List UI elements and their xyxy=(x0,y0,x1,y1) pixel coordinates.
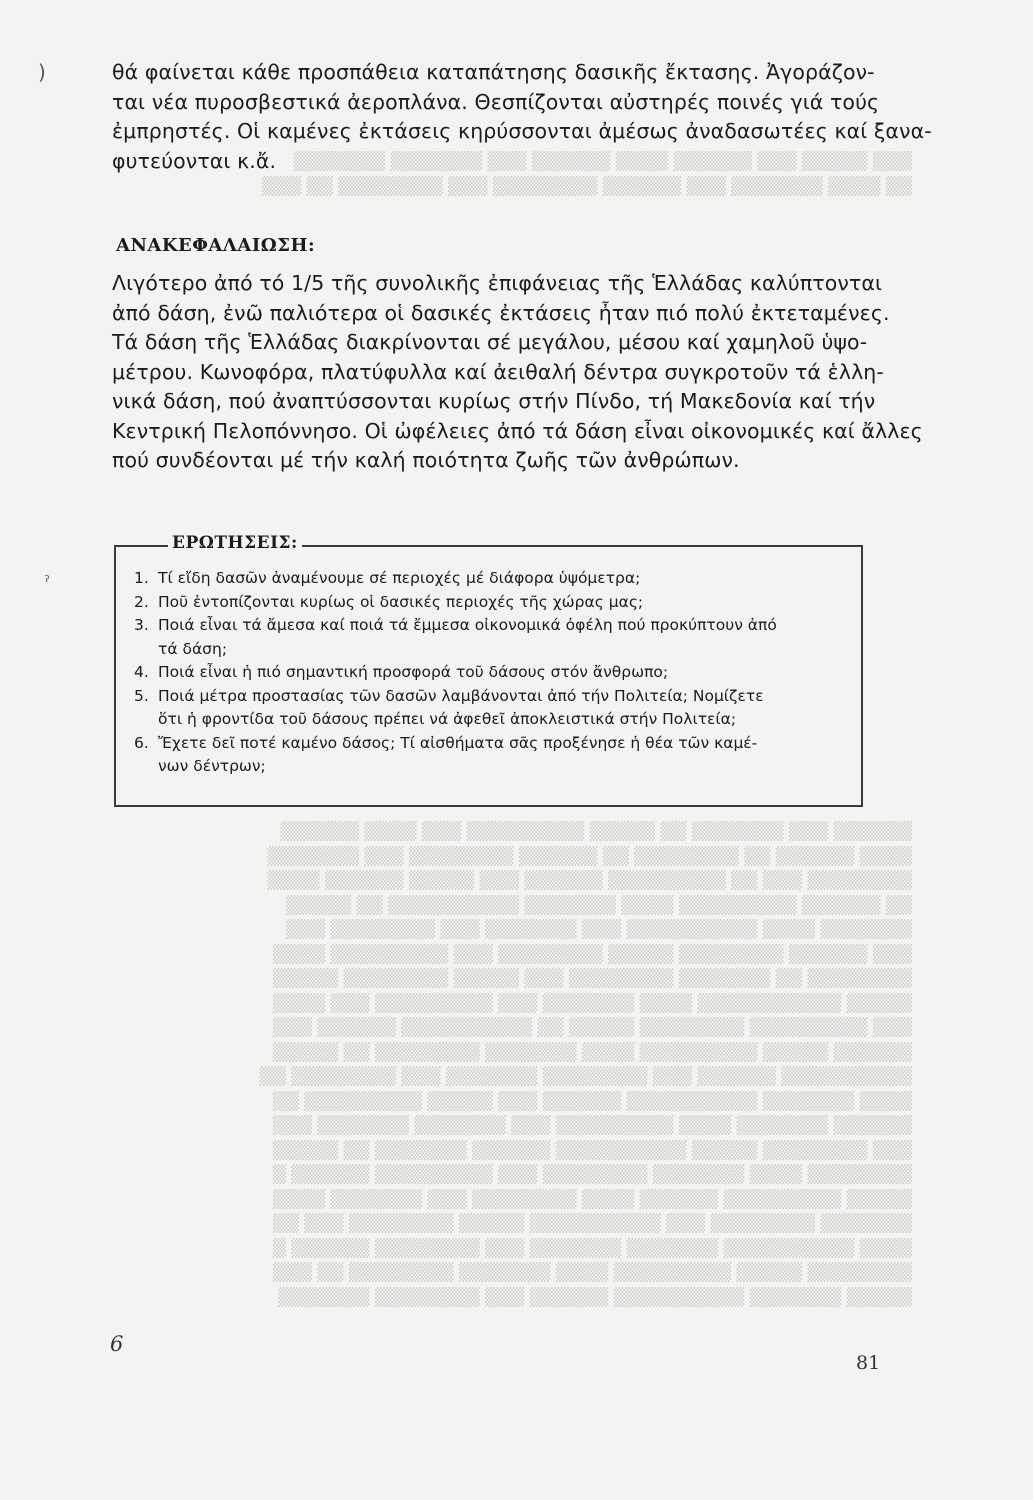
question-number: 5. xyxy=(134,686,149,705)
intro-line: φυτεύονται κ.ἄ. xyxy=(112,148,277,173)
summary-heading: ΑΝΑΚΕΦΑΛΑΙΩΣΗ: xyxy=(116,235,316,256)
summary-line: μέτρου. Κωνοφόρα, πλατύφυλλα καί ἀειθαλή δέντρα συγκροτοῦν τά ἑλλη- xyxy=(112,359,884,384)
questions-box xyxy=(114,533,863,807)
question-item xyxy=(134,614,856,661)
summary-line: Τά δάση τῆς Ἑλλάδας διακρίνονται σέ μεγάλου, μέσου καί χαμηλοῦ ὑψο- xyxy=(112,330,868,354)
page-number-right: 81 xyxy=(856,1352,881,1374)
question-text: Ποιά μέτρα προστασίας τῶν δασῶν λαμβάνονται ἀπό τήν Πολιτεία; Νομίζετε xyxy=(158,686,764,705)
summary-line: νικά δάση, πού ἀναπτύσσονται κυρίως στήν Πίνδο, τή Μακεδονία καί τήν xyxy=(112,389,876,413)
intro-paragraph xyxy=(112,58,932,176)
intro-line: ται νέα πυροσβεστικά ἀεροπλάνα. Θεσπίζονται αὐστηρές ποινές γιά τούς xyxy=(112,89,880,114)
bleed-through-text: ▒▒▒ ▒▒▒▒▒ ▒▒▒ ▒▒▒▒▒▒ ▒▒▒▒ ▒▒▒▒▒▒ ▒▒▒ ▒▒▒▒▒▒▒ ▒▒▒▒▒▒▒ ▒▒ ▒▒▒▒ ▒▒▒▒▒▒▒ ▒▒▒ ▒▒▒▒▒▒ ▒▒▒▒▒▒▒▒ ▒▒▒ ▒▒▒▒▒▒▒▒ ▒▒ ▒▒▒ xyxy=(261,152,912,197)
question-number: 3. xyxy=(134,616,149,634)
question-number: 2. xyxy=(134,592,149,611)
margin-pen-mark: ) xyxy=(38,60,46,84)
summary-line: πού συνδέονται μέ τήν καλή ποιότητα ζωῆς τῶν ἀνθρώπων. xyxy=(112,448,740,472)
question-text: νων δέντρων; xyxy=(158,757,266,775)
margin-pen-mark: ˀ xyxy=(44,572,50,591)
question-text: Ποιά εἶναι τά ἄμεσα καί ποιά τά ἔμμεσα οἰκονομικά ὀφέλη πού προκύπτουν ἀπό xyxy=(158,616,777,634)
intro-line: ἐμπρηστές. Οἱ καμένες ἐκτάσεις κηρύσσονται ἀμέσως ἀναδασωτέες καί ξανα- xyxy=(112,119,932,143)
question-list xyxy=(134,567,856,779)
summary-line: ἀπό δάση, ἐνῶ παλιότερα οἱ δασικές ἐκτάσεις ἦταν πιό πολύ ἐκτεταμένες. xyxy=(112,300,890,325)
question-item xyxy=(134,732,856,779)
question-item xyxy=(134,591,856,615)
question-item xyxy=(134,661,856,685)
question-number: 1. xyxy=(134,569,149,587)
question-number: 6. xyxy=(134,733,149,752)
intro-line: θά φαίνεται κάθε προσπάθεια καταπάτησης δασικῆς ἔκτασης. Ἀγοράζον- xyxy=(112,60,875,84)
question-text: ὅτι ἡ φροντίδα τοῦ δάσους πρέπει νά ἀφεθεῖ ἀποκλειστικά στήν Πολιτεία; xyxy=(158,710,737,728)
bleed-through-text: ▒▒▒▒▒▒ ▒▒▒ ▒▒▒▒▒▒▒ ▒▒ ▒▒▒▒▒ ▒▒▒▒▒▒▒▒▒ ▒▒▒ ▒▒▒▒ ▒▒▒▒▒▒ ▒▒▒▒ ▒▒▒▒▒▒ ▒▒ ▒▒▒▒▒▒▒▒ ▒▒ ▒▒▒▒▒▒ ▒▒▒▒▒▒▒▒ ▒▒▒ ▒▒▒▒▒▒▒ ▒▒▒▒▒▒▒▒ ▒▒▒ ▒▒ ▒▒▒▒▒▒▒▒▒ ▒▒▒▒▒▒ ▒▒▒ ▒▒▒▒▒ ▒▒▒▒▒▒ ▒▒▒▒ ▒▒ ▒▒▒▒▒▒ ▒▒▒▒▒▒▒▒▒ ▒▒▒▒ ▒▒▒▒▒▒▒ ▒▒▒▒▒▒▒▒▒▒ ▒▒ ▒▒▒▒▒ ▒▒▒▒▒▒▒ ▒▒▒▒ ▒▒▒▒▒▒▒▒▒▒ ▒▒▒ ▒▒▒▒▒▒▒ ▒▒▒ ▒▒▒▒▒▒▒▒ ▒▒▒ ▒▒▒ ▒▒▒▒▒▒ ▒▒▒▒▒▒▒▒ ▒▒▒▒▒ ▒▒▒▒▒▒▒▒ ▒▒▒ ▒▒▒▒▒▒▒▒▒ ▒▒▒▒ ▒▒▒▒▒▒▒▒ ▒▒ ▒▒▒▒▒▒▒ ▒▒▒▒▒▒▒▒ ▒▒▒ ▒▒▒▒▒ ▒▒▒▒▒▒▒▒ ▒▒▒▒▒ ▒▒▒▒▒ ▒▒▒▒▒▒▒▒▒▒▒ ▒▒▒▒ ▒▒▒▒▒▒▒ ▒▒▒ ▒▒▒▒▒▒▒▒▒ ▒▒▒ ▒▒▒▒ ▒▒▒ ▒▒▒▒▒▒▒▒▒ ▒▒▒▒▒▒▒▒ ▒▒▒▒▒ ▒▒ ▒▒▒▒▒▒▒▒▒▒ ▒▒▒▒▒▒ ▒▒▒ ▒▒▒▒▒▒ ▒▒▒▒▒ ▒▒▒▒▒▒▒▒▒ ▒▒▒▒ ▒▒▒▒▒▒▒ ▒▒▒▒▒▒▒▒ ▒▒ ▒▒▒▒▒ ▒▒▒▒▒▒▒▒▒▒ ▒▒▒▒▒▒ ▒▒▒ ▒▒▒▒▒▒▒▒ ▒▒▒▒▒▒▒ ▒▒▒ ▒▒▒▒▒▒▒▒ ▒▒ ▒▒▒▒ ▒▒▒▒▒▒▒ ▒▒▒▒▒▒▒▒▒▒ ▒▒▒▒▒▒ ▒▒▒ ▒▒▒▒▒ ▒▒▒▒▒▒▒▒▒ ▒▒ ▒▒▒▒▒▒ ▒▒▒▒▒▒▒ ▒▒▒▒ ▒▒▒▒▒▒▒▒▒ ▒▒▒ ▒▒▒▒▒▒▒ ▒▒▒▒▒▒▒ ▒▒▒ ▒▒▒ ▒▒▒▒▒▒▒▒ ▒▒▒▒▒ ▒▒▒▒▒▒▒▒▒▒ ▒▒▒▒▒▒ ▒▒▒▒▒▒▒ ▒▒ ▒▒▒▒▒ ▒▒▒▒▒▒▒▒ ▒▒▒▒ ▒▒▒▒▒▒▒ ▒▒▒▒▒▒▒▒ ▒▒▒ ▒▒▒▒▒▒▒▒▒ ▒▒▒▒▒▒ ▒ ▒▒▒▒▒ ▒▒▒▒▒▒▒▒▒ ▒▒▒▒▒▒ ▒▒▒▒ ▒▒▒▒▒▒▒▒ ▒▒▒ ▒▒▒▒▒▒▒ ▒▒▒▒ ▒▒▒▒▒▒▒ ▒▒▒▒▒▒▒▒ ▒▒▒ ▒▒▒▒▒▒▒▒▒▒ ▒▒▒▒▒ ▒▒▒▒▒▒▒▒ ▒▒▒ ▒▒ ▒▒▒▒ ▒▒▒▒▒▒▒▒▒▒ ▒▒▒▒▒▒▒ ▒▒▒▒▒▒▒ ▒▒▒ ▒▒▒▒▒▒▒▒ ▒▒▒▒▒▒ ▒ ▒▒▒▒▒▒▒▒ ▒▒▒▒▒ ▒▒▒▒▒▒▒▒▒ ▒▒▒▒ ▒▒▒▒▒▒▒ ▒▒▒▒▒▒▒▒ ▒▒ ▒▒▒ ▒▒▒▒▒ ▒▒▒▒▒▒▒ ▒▒▒▒▒▒▒▒▒▒ ▒▒▒▒▒▒ ▒▒▒ ▒▒▒▒▒▒▒▒ ▒▒▒▒▒▒▒ xyxy=(259,822,912,1308)
question-text: Τί εἴδη δασῶν ἀναμένουμε σέ περιοχές μέ διάφορα ὑψόμετρα; xyxy=(158,569,641,587)
question-text: τά δάση; xyxy=(158,639,228,658)
question-text: Ἔχετε δεῖ ποτέ καμένο δάσος; Τί αἰσθήματα σᾶς προξένησε ἡ θέα τῶν καμέ- xyxy=(158,733,758,752)
summary-line: Κεντρική Πελοπόννησο. Οἱ ὠφέλειες ἀπό τά δάση εἶναι οἰκονομικές καί ἄλλες xyxy=(112,418,923,443)
question-number: 4. xyxy=(134,663,149,681)
question-text: Ποιά εἶναι ἡ πιό σημαντική προσφορά τοῦ δάσους στόν ἄνθρωπο; xyxy=(158,663,669,681)
question-item xyxy=(134,567,856,591)
question-item xyxy=(134,685,856,732)
summary-line: Λιγότερο ἀπό τό 1/5 τῆς συνολικῆς ἐπιφάνειας τῆς Ἑλλάδας καλύπτονται xyxy=(112,271,882,295)
summary-paragraph xyxy=(112,269,923,476)
questions-heading: ΕΡΩΤΗΣΕΙΣ: xyxy=(168,533,302,553)
question-text: Ποῦ ἐντοπίζονται κυρίως οἱ δασικές περιοχές τῆς χώρας μας; xyxy=(158,592,644,611)
page-number-left: 6 xyxy=(110,1332,124,1356)
